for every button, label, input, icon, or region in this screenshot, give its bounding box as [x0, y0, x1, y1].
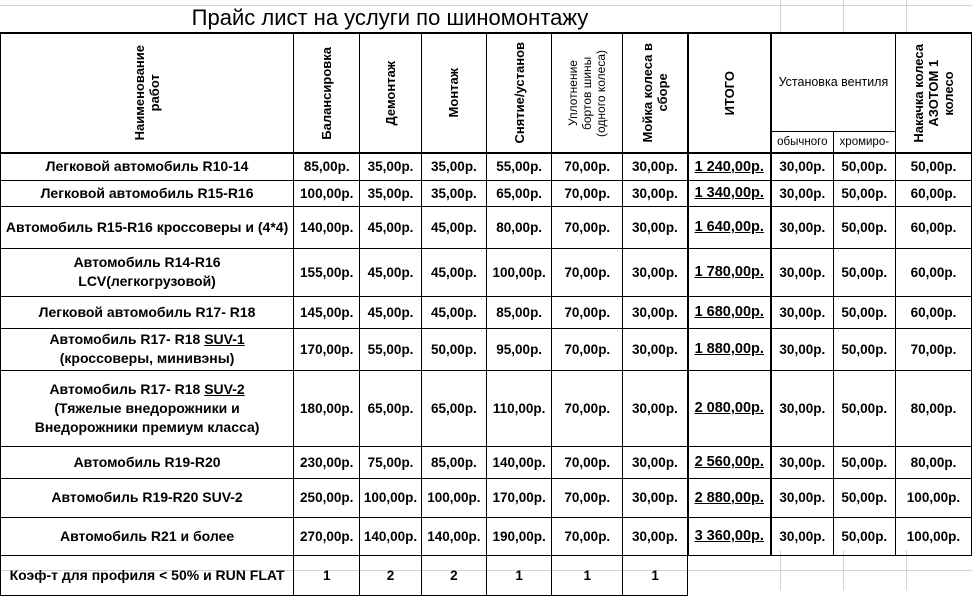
total-value: 1 340,00р. [694, 185, 764, 201]
col-header-sealing: Уплотнение бортов шины (одного колеса) [552, 33, 623, 153]
cell-valve-chrome: 50,00р. [833, 206, 895, 248]
cell-sealing: 70,00р. [552, 153, 623, 180]
cell-sealing: 70,00р. [552, 296, 623, 328]
service-name-text: Автомобиль R15-R16 кроссоверы и (4*4) [5, 218, 289, 235]
coef-row [1, 555, 972, 595]
cell-valve-chrome: 50,00р. [833, 248, 895, 296]
table-row [1, 206, 972, 248]
cell-valve-regular: 30,00р. [771, 206, 833, 248]
cell-sealing: 70,00р. [552, 328, 623, 370]
cell-sealing: 70,00р. [552, 206, 623, 248]
cell-wash: 30,00р. [623, 478, 688, 517]
cell-mount: 45,00р. [421, 206, 486, 248]
cell-balancing: 155,00р. [294, 248, 360, 296]
cell-mount: 45,00р. [421, 296, 486, 328]
cell-dismount: 75,00р. [360, 446, 422, 478]
cell-nitrogen: 60,00р. [895, 248, 971, 296]
col-header-name: Наименование работ [1, 33, 294, 153]
cell-valve-regular: 30,00р. [771, 478, 833, 517]
cell-wash: 30,00р. [623, 370, 688, 446]
service-name [1, 206, 294, 248]
total-value: 2 880,00р. [694, 489, 764, 506]
total-value: 3 360,00р. [694, 528, 764, 544]
service-class-tag: SUV-2 [204, 380, 245, 397]
table-row [1, 180, 972, 206]
cell-valve-regular: 30,00р. [771, 446, 833, 478]
cell-balancing: 85,00р. [294, 153, 360, 180]
rows-body [1, 153, 972, 555]
cell-wash: 30,00р. [623, 517, 688, 555]
cell-dismount: 140,00р. [360, 517, 422, 555]
cell-nitrogen: 100,00р. [895, 478, 971, 517]
coef-balancing: 1 [294, 555, 360, 595]
cell-valve-chrome: 50,00р. [833, 446, 895, 478]
cell-mount: 140,00р. [421, 517, 486, 555]
cell-total [688, 296, 771, 328]
cell-balancing: 140,00р. [294, 206, 360, 248]
table-row [1, 446, 972, 478]
cell-valve-regular: 30,00р. [771, 248, 833, 296]
cell-valve-chrome: 50,00р. [833, 517, 895, 555]
cell-dismount: 45,00р. [360, 206, 422, 248]
total-value: 1 640,00р. [694, 219, 764, 235]
cell-removal: 100,00р. [487, 248, 552, 296]
service-name-text: Легковой автомобиль R10-14 [45, 158, 249, 175]
table-row [1, 296, 972, 328]
service-name-text: Легковой автомобиль R17- R18 [38, 303, 256, 320]
cell-valve-regular: 30,00р. [771, 370, 833, 446]
cell-dismount: 100,00р. [360, 478, 422, 517]
cell-total [688, 180, 771, 206]
total-value: 1 780,00р. [694, 264, 764, 280]
total-value: 1 880,00р. [694, 341, 764, 357]
service-name-text: Автомобиль R19-R20 [73, 453, 221, 470]
cell-dismount: 35,00р. [360, 153, 422, 180]
cell-nitrogen: 60,00р. [895, 296, 971, 328]
service-name-text: Автомобиль R17- R18 [49, 380, 205, 397]
cell-wash: 30,00р. [623, 446, 688, 478]
cell-valve-regular: 30,00р. [771, 296, 833, 328]
table-row [1, 478, 972, 517]
col-header-valve-chrome: хромиро- [833, 131, 895, 153]
cell-sealing: 70,00р. [552, 370, 623, 446]
cell-total [688, 478, 771, 517]
cell-wash: 30,00р. [623, 206, 688, 248]
cell-wash: 30,00р. [623, 296, 688, 328]
col-header-nitrogen: Накачка колеса АЗОТОМ 1 колесо [895, 33, 971, 153]
price-table [0, 32, 972, 596]
cell-mount: 65,00р. [421, 370, 486, 446]
table-row [1, 248, 972, 296]
service-name [1, 446, 294, 478]
cell-removal: 95,00р. [487, 328, 552, 370]
cell-nitrogen: 70,00р. [895, 328, 971, 370]
cell-wash: 30,00р. [623, 180, 688, 206]
cell-removal: 85,00р. [487, 296, 552, 328]
coef-dismount: 2 [360, 555, 422, 595]
cell-total [688, 370, 771, 446]
cell-dismount: 55,00р. [360, 328, 422, 370]
cell-dismount: 45,00р. [360, 296, 422, 328]
cell-dismount: 45,00р. [360, 248, 422, 296]
cell-wash: 30,00р. [623, 328, 688, 370]
service-name [1, 478, 294, 517]
cell-total [688, 328, 771, 370]
page-title: Прайс лист на услуги по шиномонтажу [191, 5, 589, 30]
service-name-note: (Тяжелые внедорожники и Внедорожники премиум класса) [34, 399, 260, 435]
cell-removal: 65,00р. [487, 180, 552, 206]
cell-balancing: 270,00р. [294, 517, 360, 555]
col-header-total: ИТОГО [688, 33, 771, 153]
cell-removal: 190,00р. [487, 517, 552, 555]
table-row [1, 153, 972, 180]
cell-total [688, 517, 771, 555]
service-name-text: Автомобиль R21 и более [59, 527, 235, 544]
cell-balancing: 180,00р. [294, 370, 360, 446]
service-class-tag: SUV-1 [204, 331, 245, 347]
cell-sealing: 70,00р. [552, 478, 623, 517]
cell-sealing: 70,00р. [552, 180, 623, 206]
cell-nitrogen: 100,00р. [895, 517, 971, 555]
service-name [1, 328, 294, 370]
col-header-mount: Монтаж [421, 33, 486, 153]
col-header-valve: Установка вентиля [771, 33, 895, 131]
col-header-wash: Мойка колеса в сборе [623, 33, 688, 153]
service-name [1, 296, 294, 328]
coef-removal: 1 [487, 555, 552, 595]
cell-mount: 35,00р. [421, 180, 486, 206]
service-name [1, 248, 294, 296]
service-name-note: (кроссоверы, минивэны) [59, 350, 235, 366]
col-header-dismount: Демонтаж [360, 33, 422, 153]
cell-balancing: 230,00р. [294, 446, 360, 478]
cell-balancing: 145,00р. [294, 296, 360, 328]
service-name [1, 370, 294, 446]
coef-mount: 2 [421, 555, 486, 595]
cell-removal: 170,00р. [487, 478, 552, 517]
service-name [1, 153, 294, 180]
cell-nitrogen: 50,00р. [895, 153, 971, 180]
service-name-text: Автомобиль R17- R18 [49, 331, 205, 347]
cell-sealing: 70,00р. [552, 517, 623, 555]
cell-sealing: 70,00р. [552, 248, 623, 296]
cell-valve-chrome: 50,00р. [833, 296, 895, 328]
total-value: 2 560,00р. [694, 454, 764, 470]
cell-balancing: 100,00р. [294, 180, 360, 206]
service-name-text: Автомобиль R19-R20 SUV-2 [51, 489, 243, 505]
cell-nitrogen: 60,00р. [895, 206, 971, 248]
cell-valve-chrome: 50,00р. [833, 180, 895, 206]
service-name-text: Легковой автомобиль R15-R16 [40, 184, 254, 201]
cell-total [688, 206, 771, 248]
service-name-text: Автомобиль R14-R16 LCV(легкогрузовой) [73, 254, 221, 289]
cell-wash: 30,00р. [623, 153, 688, 180]
cell-nitrogen: 80,00р. [895, 370, 971, 446]
cell-total [688, 446, 771, 478]
cell-mount: 45,00р. [421, 248, 486, 296]
cell-mount: 100,00р. [421, 478, 486, 517]
cell-removal: 55,00р. [487, 153, 552, 180]
cell-mount: 50,00р. [421, 328, 486, 370]
cell-valve-chrome: 50,00р. [833, 370, 895, 446]
cell-valve-chrome: 50,00р. [833, 328, 895, 370]
cell-mount: 85,00р. [421, 446, 486, 478]
col-header-balancing: Балансировка [294, 33, 360, 153]
cell-dismount: 65,00р. [360, 370, 422, 446]
cell-nitrogen: 60,00р. [895, 180, 971, 206]
total-value: 1 240,00р. [694, 158, 764, 175]
service-name [1, 180, 294, 206]
col-header-removal: Снятие/установ [487, 33, 552, 153]
table-row [1, 517, 972, 555]
table-row [1, 370, 972, 446]
coef-wash: 1 [623, 555, 688, 595]
service-name [1, 517, 294, 555]
cell-total [688, 153, 771, 180]
cell-removal: 80,00р. [487, 206, 552, 248]
coef-sealing: 1 [552, 555, 623, 595]
header-row [1, 33, 972, 131]
cell-dismount: 35,00р. [360, 180, 422, 206]
cell-valve-chrome: 50,00р. [833, 478, 895, 517]
cell-valve-regular: 30,00р. [771, 517, 833, 555]
cell-valve-regular: 30,00р. [771, 180, 833, 206]
cell-balancing: 170,00р. [294, 328, 360, 370]
cell-valve-regular: 30,00р. [771, 328, 833, 370]
col-header-valve-regular: обычного [771, 131, 833, 153]
coef-label: Коэф-т для профиля < 50% и RUN FLAT [1, 555, 294, 595]
table-row [1, 328, 972, 370]
cell-balancing: 250,00р. [294, 478, 360, 517]
cell-mount: 35,00р. [421, 153, 486, 180]
cell-sealing: 70,00р. [552, 446, 623, 478]
cell-wash: 30,00р. [623, 248, 688, 296]
cell-nitrogen: 80,00р. [895, 446, 971, 478]
total-value: 2 080,00р. [694, 400, 764, 416]
cell-removal: 140,00р. [487, 446, 552, 478]
cell-removal: 110,00р. [487, 370, 552, 446]
cell-total [688, 248, 771, 296]
cell-valve-regular: 30,00р. [771, 153, 833, 180]
total-value: 1 680,00р. [694, 304, 764, 320]
cell-valve-chrome: 50,00р. [833, 153, 895, 180]
